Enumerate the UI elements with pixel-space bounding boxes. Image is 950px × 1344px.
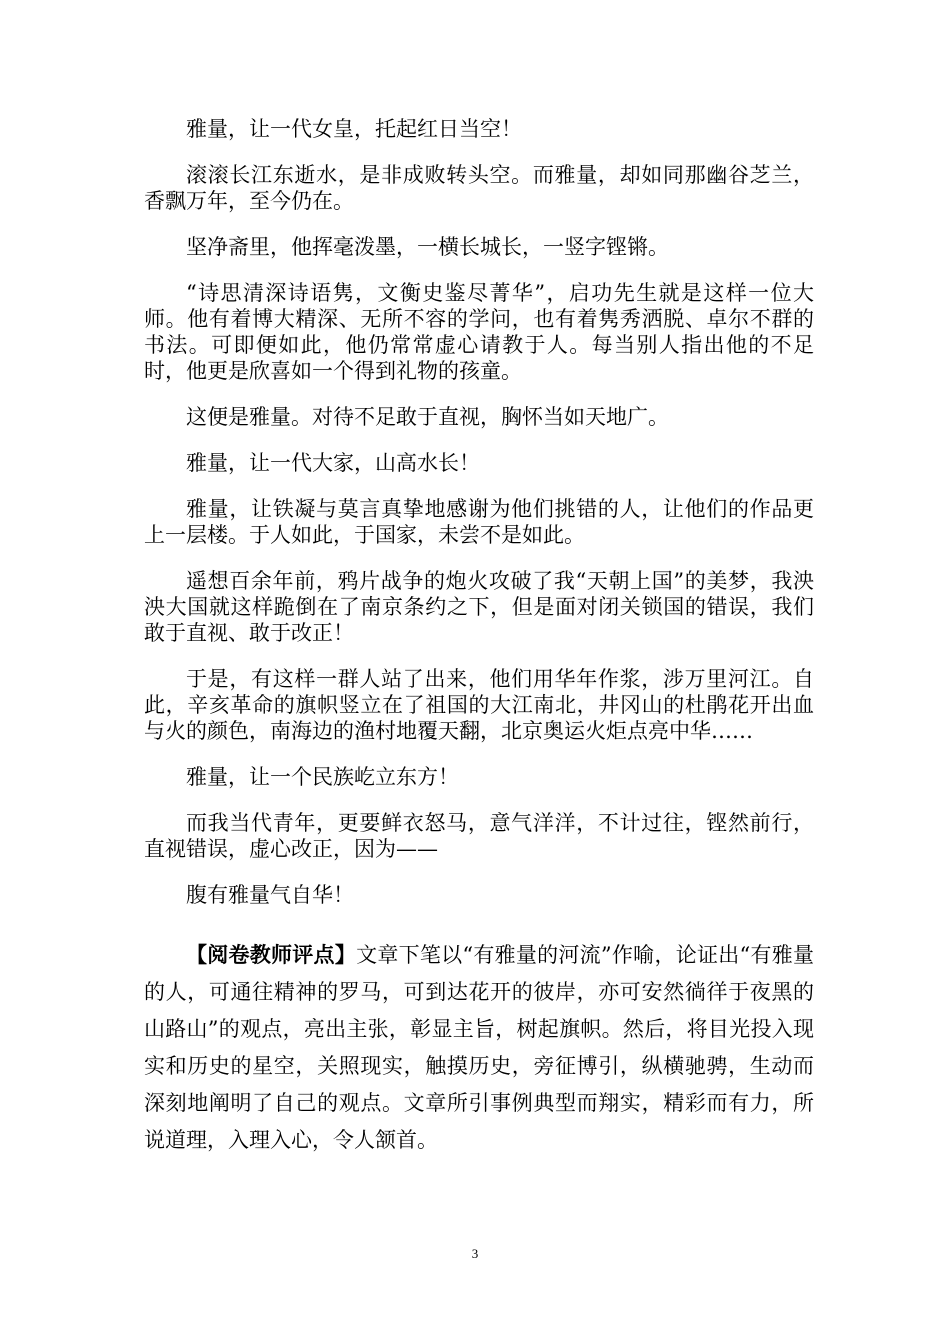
essay-paragraph: 而我当代青年，更要鲜衣怒马，意气洋洋，不计过往，铿然前行，直视错误，虚心改正，因为—— (144, 811, 814, 861)
teacher-comment-label: 【阅卷教师评点】 (186, 942, 357, 967)
teacher-comment-text: 文章下笔以“有雅量的河流”作喻，论证出“有雅量的人，可通往精神的罗马，可到达花开的彼岸，亦可安然徜徉于夜黑的山路山”的观点，亮出主张，彰显主旨，树起旗帜。然后，将目光投入现实和历史的星空，关照现实，触摸历史，旁征博引，纵横驰骋，生动而深刻地阐明了自己的观点。文章所引事例典型而翔实，精彩而有力，所说道理，入理入心，令人颔首。 (144, 943, 814, 1152)
essay-paragraph: 坚净斋里，他挥毫泼墨，一横长城长，一竖字铿锵。 (186, 235, 669, 259)
essay-paragraph: “诗思清深诗语隽，文衡史鉴尽菁华”，启功先生就是这样一位大师。他有着博大精深、无所不容的学问，也有着隽秀洒脱、卓尔不群的书法。可即便如此，他仍常常虚心请教于人。每当别人指出他的不足时，他更是欣喜如一个得到礼物的孩童。 (144, 281, 814, 383)
essay-paragraph: 遥想百余年前，鸦片战争的炮火攻破了我“天朝上国”的美梦，我泱泱大国就这样跪倒在了南京条约之下，但是面对闭关锁国的错误，我们敢于直视、敢于改正！ (144, 569, 814, 645)
essay-paragraph: 腹有雅量气自华！ (186, 883, 354, 907)
teacher-comment (144, 936, 814, 1159)
essay-paragraph: 雅量，让一个民族屹立东方！ (186, 765, 459, 789)
essay-paragraph: 这便是雅量。对待不足敢于直视，胸怀当如天地广。 (186, 405, 669, 429)
essay-paragraph: 于是，有这样一群人站了出来，他们用华年作浆，涉万里河江。自此，辛亥革命的旗帜竖立在了祖国的大江南北，井冈山的杜鹃花开出血与火的颜色，南海边的渔村地覆天翻，北京奥运火炬点亮中华…… (144, 667, 814, 743)
essay-paragraph: 雅量，让铁凝与莫言真挚地感谢为他们挑错的人，让他们的作品更上一层楼。于人如此，于国家，未尝不是如此。 (144, 497, 814, 547)
essay-paragraph: 雅量，让一代女皇，托起红日当空！ (186, 117, 522, 141)
essay-body (144, 116, 814, 928)
essay-paragraph: 雅量，让一代大家，山高水长！ (186, 451, 480, 475)
essay-paragraph: 滚滚长江东逝水，是非成败转头空。而雅量，却如同那幽谷芝兰，香飘万年，至今仍在。 (144, 163, 814, 213)
page-number: 3 (471, 1246, 479, 1261)
